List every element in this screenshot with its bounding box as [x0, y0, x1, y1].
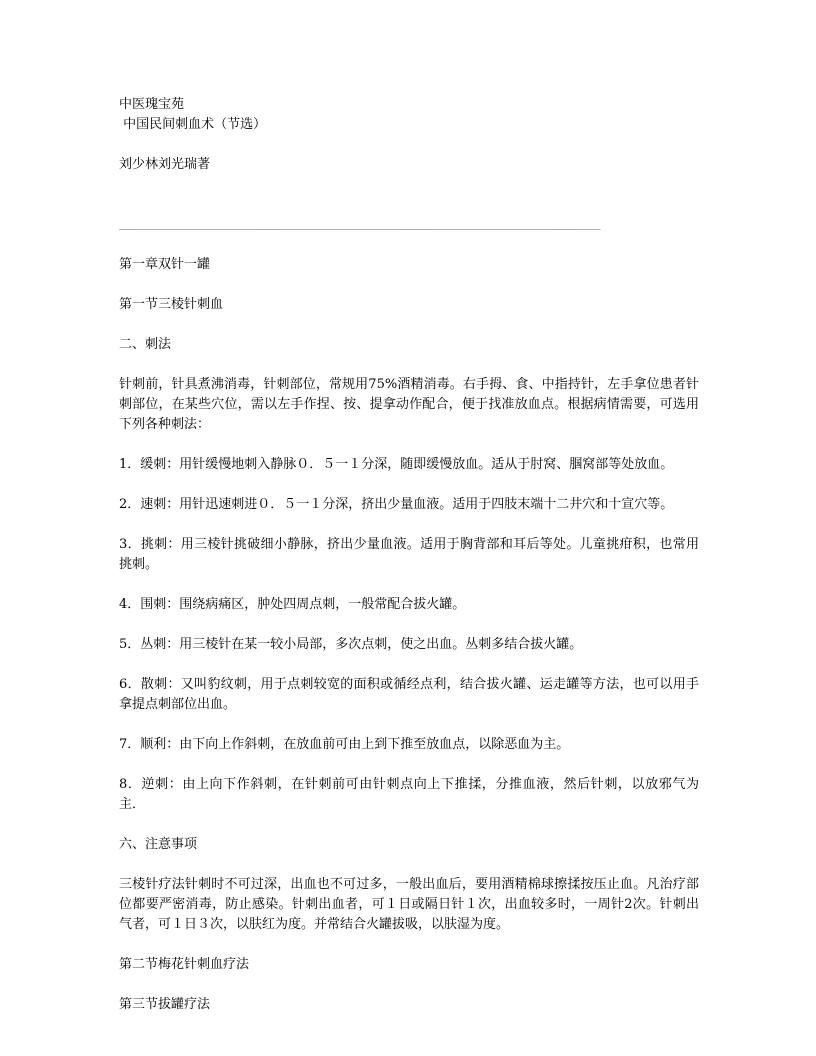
authors: 刘少林刘光瑞著 [119, 157, 211, 172]
chapter-title: 第一章双针一罐 [119, 257, 211, 272]
method-item: 3．挑刺：用三棱针挑破细小静脉，挤出少量血液。适用于胸背部和耳后等处。儿童挑疳积，也常用挑刺。 [119, 537, 699, 572]
method-item: 2．速刺：用针迅速刺进０．５一１分深，挤出少量血液。适用于四肢末端十二井穴和十宣穴等。 [119, 497, 674, 512]
spacer [119, 135, 699, 155]
section-title: 第三节拔罐疗法 [119, 997, 211, 1012]
section-title: 第一节三棱针刺血 [119, 297, 224, 312]
method-item: 5．丛刺：用三棱针在某一较小局部，多次点刺，使之出血。丛刺多结合拔火罐。 [119, 637, 583, 652]
notes-paragraph: 三棱针疗法针刺时不可过深，出血也不可过多，一般出血后，要用酒精棉球擦揉按压止血。凡治疗部位都要严密消毒，防止感染。针刺出血者，可１日或隔日针１次，出血较多时，一周针2次。针刺出气者，可１日３次，以肤红为度。并常结合火罐拔吸，以肤湿为度。 [119, 877, 699, 932]
method-item: 4．围刺：围绕病痛区，肿处四周点刺，一般常配合拔火罐。 [119, 597, 466, 612]
method-item: 1．缓刺：用针缓慢地刺入静脉０．５一１分深，随即缓慢放血。适从于肘窝、腘窝部等处放血。 [119, 457, 674, 472]
separator-line: ________________________________________________________________________________ [119, 219, 601, 230]
book-title: 中国民间刺血术（节选） [119, 117, 267, 132]
method-item: 6．散刺：又叫豹纹刺，用于点刺较宽的面积或循经点利，结合拔火罐、运走罐等方法，也可以用手拿提点刺部位出血。 [119, 677, 699, 712]
notes-title: 六、注意事项 [119, 837, 198, 852]
method-item: 8．逆刺：由上向下作斜刺，在针刺前可由针刺点向上下推揉，分推血液，然后针刺，以放邪气为主． [119, 777, 699, 812]
subsection-title: 二、刺法 [119, 337, 172, 352]
method-item: 7．顺利：由下向上作斜刺，在放血前可由上到下推至放血点，以除恶血为主。 [119, 737, 570, 752]
section-title: 第二节梅花针刺血疗法 [119, 957, 250, 972]
document-page [119, 95, 699, 1035]
series-title: 中医瑰宝苑 [119, 97, 185, 112]
intro-paragraph: 针刺前，针具煮沸消毒，针刺部位，常规用75%酒精消毒。右手拇、食、中指持针，左手拿位患者针刺部位，在某些穴位，需以左手作捏、按、提拿动作配合，便于找准放血点。根据病情需要，可选用下列各种刺法： [119, 377, 699, 432]
